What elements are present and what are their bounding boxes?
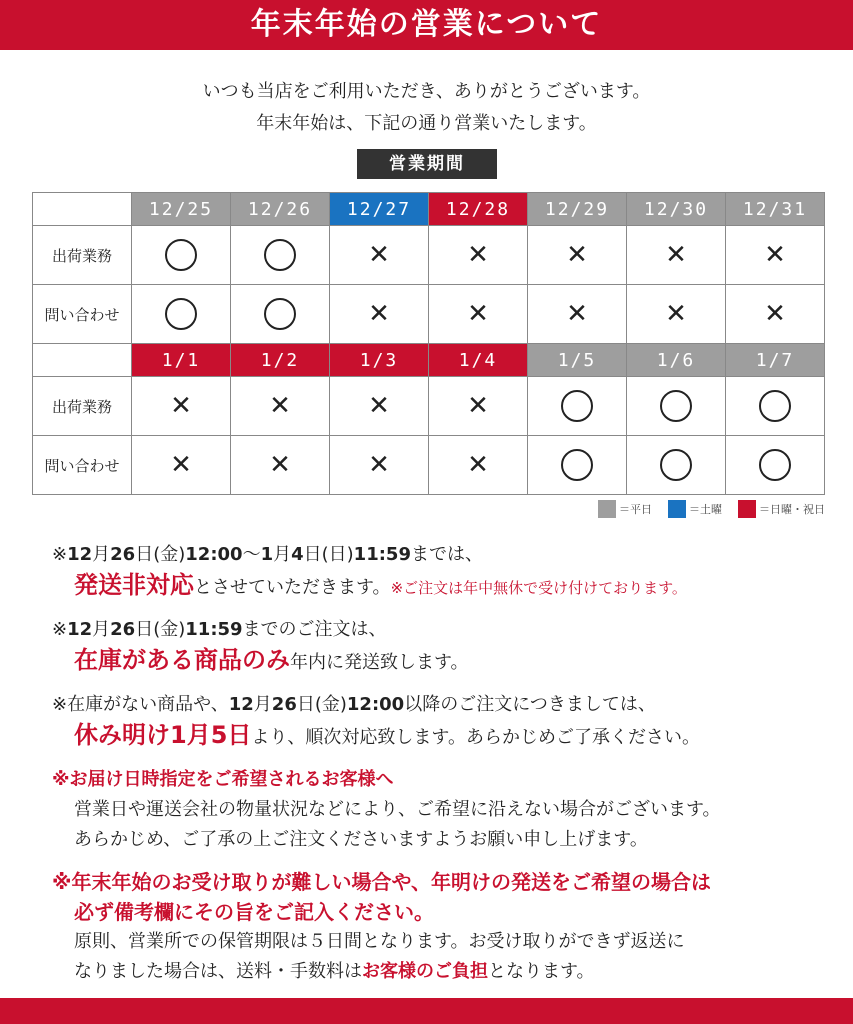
note-3-weekday: 日(金) — [296, 694, 347, 715]
closed-cross-icon: ✕ — [467, 450, 489, 480]
legend-saturday-label: ＝土曜 — [689, 503, 722, 516]
period-label: 営業期間 — [357, 149, 497, 179]
note-1-small: ※ご注文は年中無休で受け付けております。 — [390, 579, 687, 597]
note-1-month-end: 1 — [260, 544, 274, 565]
date-header: 1/1 — [132, 344, 231, 377]
schedule-cell — [231, 285, 330, 344]
schedule-cell — [627, 226, 726, 285]
notes — [52, 540, 842, 999]
note-1-tilde: ～ — [242, 544, 261, 565]
schedule-row-inquiry — [33, 285, 825, 344]
schedule-cell — [726, 226, 825, 285]
closed-cross-icon: ✕ — [764, 299, 786, 329]
note-1-line-2 — [52, 570, 842, 603]
legend-holiday-swatch — [738, 500, 756, 518]
note-1-day: 26 — [110, 544, 136, 565]
schedule-cell — [231, 436, 330, 495]
schedule-cell — [528, 377, 627, 436]
row-label: 出荷業務 — [33, 226, 132, 285]
schedule-cell — [330, 436, 429, 495]
note-2-until: までのご注文は、 — [242, 619, 387, 640]
open-circle-icon — [660, 390, 692, 422]
open-circle-icon — [264, 298, 296, 330]
schedule-cell — [132, 226, 231, 285]
schedule-cell — [132, 285, 231, 344]
note-5 — [52, 867, 842, 987]
schedule-cell — [627, 285, 726, 344]
note-3-day: 26 — [271, 694, 297, 715]
schedule-cell — [528, 226, 627, 285]
note-4-line-1: 営業日や運送会社の物量状況などにより、ご希望に沿えない場合がございます。 — [74, 799, 721, 820]
blank-cell — [33, 193, 132, 226]
date-header: 1/2 — [231, 344, 330, 377]
open-circle-icon — [165, 298, 197, 330]
date-header: 1/7 — [726, 344, 825, 377]
row-label: 問い合わせ — [33, 436, 132, 495]
closed-cross-icon: ✕ — [566, 299, 588, 329]
schedule-cell — [429, 436, 528, 495]
closed-cross-icon: ✕ — [665, 240, 687, 270]
schedule-cell — [528, 436, 627, 495]
note-2-mark: ※ — [52, 619, 68, 640]
note-3-time: 12:00 — [346, 694, 405, 715]
note-2-day: 26 — [110, 619, 136, 640]
note-1-day-end: 4 — [291, 544, 304, 565]
schedule-cell — [231, 377, 330, 436]
page-title: 年末年始の営業について — [0, 0, 853, 50]
note-2-month-unit: 月 — [92, 619, 111, 640]
date-header: 12/26 — [231, 193, 330, 226]
closed-cross-icon: ✕ — [170, 450, 192, 480]
blank-cell — [33, 344, 132, 377]
note-5-line-2c: となります。 — [488, 961, 595, 982]
note-2-emphasis: 在庫がある商品のみ — [74, 646, 290, 674]
schedule-cell — [330, 285, 429, 344]
closed-cross-icon: ✕ — [170, 391, 192, 421]
note-3-month-unit: 月 — [253, 694, 272, 715]
schedule-cell — [330, 226, 429, 285]
open-circle-icon — [561, 390, 593, 422]
note-4-line-2: あらかじめ、ご了承の上ご注文くださいますようお願い申し上げます。 — [74, 829, 648, 850]
open-circle-icon — [759, 390, 791, 422]
closed-cross-icon: ✕ — [368, 240, 390, 270]
schedule-cell — [330, 377, 429, 436]
schedule-cell — [627, 436, 726, 495]
note-5-line-2a: なりました場合は、送料・手数料は — [74, 961, 362, 982]
footer-bar — [0, 998, 853, 1024]
date-header-row — [33, 193, 825, 226]
date-header: 1/5 — [528, 344, 627, 377]
note-1-until: までは、 — [410, 544, 483, 565]
open-circle-icon — [660, 449, 692, 481]
row-label: 出荷業務 — [33, 377, 132, 436]
schedule-cell — [132, 377, 231, 436]
note-5-emphasis: お客様のご負担 — [362, 961, 488, 982]
closed-cross-icon: ✕ — [467, 240, 489, 270]
legend-holiday — [738, 500, 825, 518]
note-1-month-end-unit: 月 — [273, 544, 292, 565]
note-3-after: 以降のご注文につきましては、 — [404, 694, 656, 715]
note-2 — [52, 615, 842, 678]
schedule-cell — [429, 285, 528, 344]
note-3-emphasis: 休み明け1月5日 — [74, 721, 252, 749]
open-circle-icon — [165, 239, 197, 271]
note-1-time-start: 12:00 — [185, 544, 243, 565]
note-1-month: 12 — [67, 544, 93, 565]
schedule-table — [32, 192, 825, 495]
schedule-row-shipping — [33, 377, 825, 436]
note-3-line-1 — [52, 690, 842, 720]
note-5-heading-1: ※年末年始のお受け取りが難しい場合や、年明けの発送をご希望の場合は — [52, 870, 712, 894]
date-header: 12/29 — [528, 193, 627, 226]
note-2-rest: 年内に発送致します。 — [290, 652, 469, 673]
date-header: 1/6 — [627, 344, 726, 377]
closed-cross-icon: ✕ — [368, 299, 390, 329]
note-5-line-2 — [52, 957, 842, 987]
legend-weekday-label: ＝平日 — [619, 503, 652, 516]
date-header: 12/25 — [132, 193, 231, 226]
open-circle-icon — [561, 449, 593, 481]
schedule-cell — [726, 377, 825, 436]
note-3-line-2 — [52, 720, 842, 753]
note-4 — [52, 765, 842, 855]
schedule-cell — [231, 226, 330, 285]
closed-cross-icon: ✕ — [665, 299, 687, 329]
schedule-cell — [726, 436, 825, 495]
note-1-time-end: 11:59 — [353, 544, 411, 565]
closed-cross-icon: ✕ — [269, 391, 291, 421]
note-1-rest: とさせていただきます。 — [194, 577, 391, 598]
open-circle-icon — [759, 449, 791, 481]
note-5-heading-2: 必ず備考欄にその旨をご記入ください。 — [74, 900, 434, 924]
note-1 — [52, 540, 842, 603]
date-header: 12/31 — [726, 193, 825, 226]
note-2-weekday: 日(金) — [135, 619, 186, 640]
note-3 — [52, 690, 842, 753]
date-header-row — [33, 344, 825, 377]
note-1-emphasis: 発送非対応 — [74, 571, 194, 599]
closed-cross-icon: ✕ — [269, 450, 291, 480]
intro-line-2: 年末年始は、下記の通り営業いたします。 — [256, 113, 597, 134]
note-4-heading: ※お届け日時指定をご希望されるお客様へ — [52, 769, 394, 790]
note-3-rest: より、順次対応致します。あらかじめご了承ください。 — [251, 727, 700, 748]
date-header: 12/27 — [330, 193, 429, 226]
closed-cross-icon: ✕ — [368, 450, 390, 480]
legend-holiday-label: ＝日曜・祝日 — [759, 503, 825, 516]
closed-cross-icon: ✕ — [566, 240, 588, 270]
legend-saturday — [668, 500, 722, 518]
schedule-cell — [726, 285, 825, 344]
note-2-month: 12 — [67, 619, 93, 640]
schedule-cell — [627, 377, 726, 436]
schedule-cell — [132, 436, 231, 495]
schedule-cell — [528, 285, 627, 344]
schedule-row-inquiry — [33, 436, 825, 495]
row-label: 問い合わせ — [33, 285, 132, 344]
legend — [598, 500, 825, 518]
legend-weekday-swatch — [598, 500, 616, 518]
schedule-row-shipping — [33, 226, 825, 285]
open-circle-icon — [264, 239, 296, 271]
date-header: 1/4 — [429, 344, 528, 377]
note-1-weekday: 日(金) — [135, 544, 186, 565]
schedule-cell — [429, 377, 528, 436]
note-2-time: 11:59 — [185, 619, 243, 640]
note-1-line-1 — [52, 540, 842, 570]
note-1-month-unit: 月 — [92, 544, 111, 565]
note-2-line-2 — [52, 645, 842, 678]
note-2-line-1 — [52, 615, 842, 645]
intro-line-1: いつも当店をご利用いただき、ありがとうございます。 — [202, 81, 651, 102]
note-1-mark: ※ — [52, 544, 68, 565]
note-3-month: 12 — [228, 694, 254, 715]
date-header: 12/28 — [429, 193, 528, 226]
note-1-weekday-end: 日(日) — [303, 544, 354, 565]
intro — [0, 76, 853, 140]
closed-cross-icon: ✕ — [764, 240, 786, 270]
closed-cross-icon: ✕ — [467, 299, 489, 329]
note-5-line-1: 原則、営業所での保管期限は５日間となります。お受け取りができず返送に — [74, 931, 685, 952]
closed-cross-icon: ✕ — [467, 391, 489, 421]
date-header: 1/3 — [330, 344, 429, 377]
note-3-lead: ※在庫がない商品や、 — [52, 694, 229, 715]
schedule-cell — [429, 226, 528, 285]
legend-saturday-swatch — [668, 500, 686, 518]
date-header: 12/30 — [627, 193, 726, 226]
closed-cross-icon: ✕ — [368, 391, 390, 421]
legend-weekday — [598, 500, 652, 518]
